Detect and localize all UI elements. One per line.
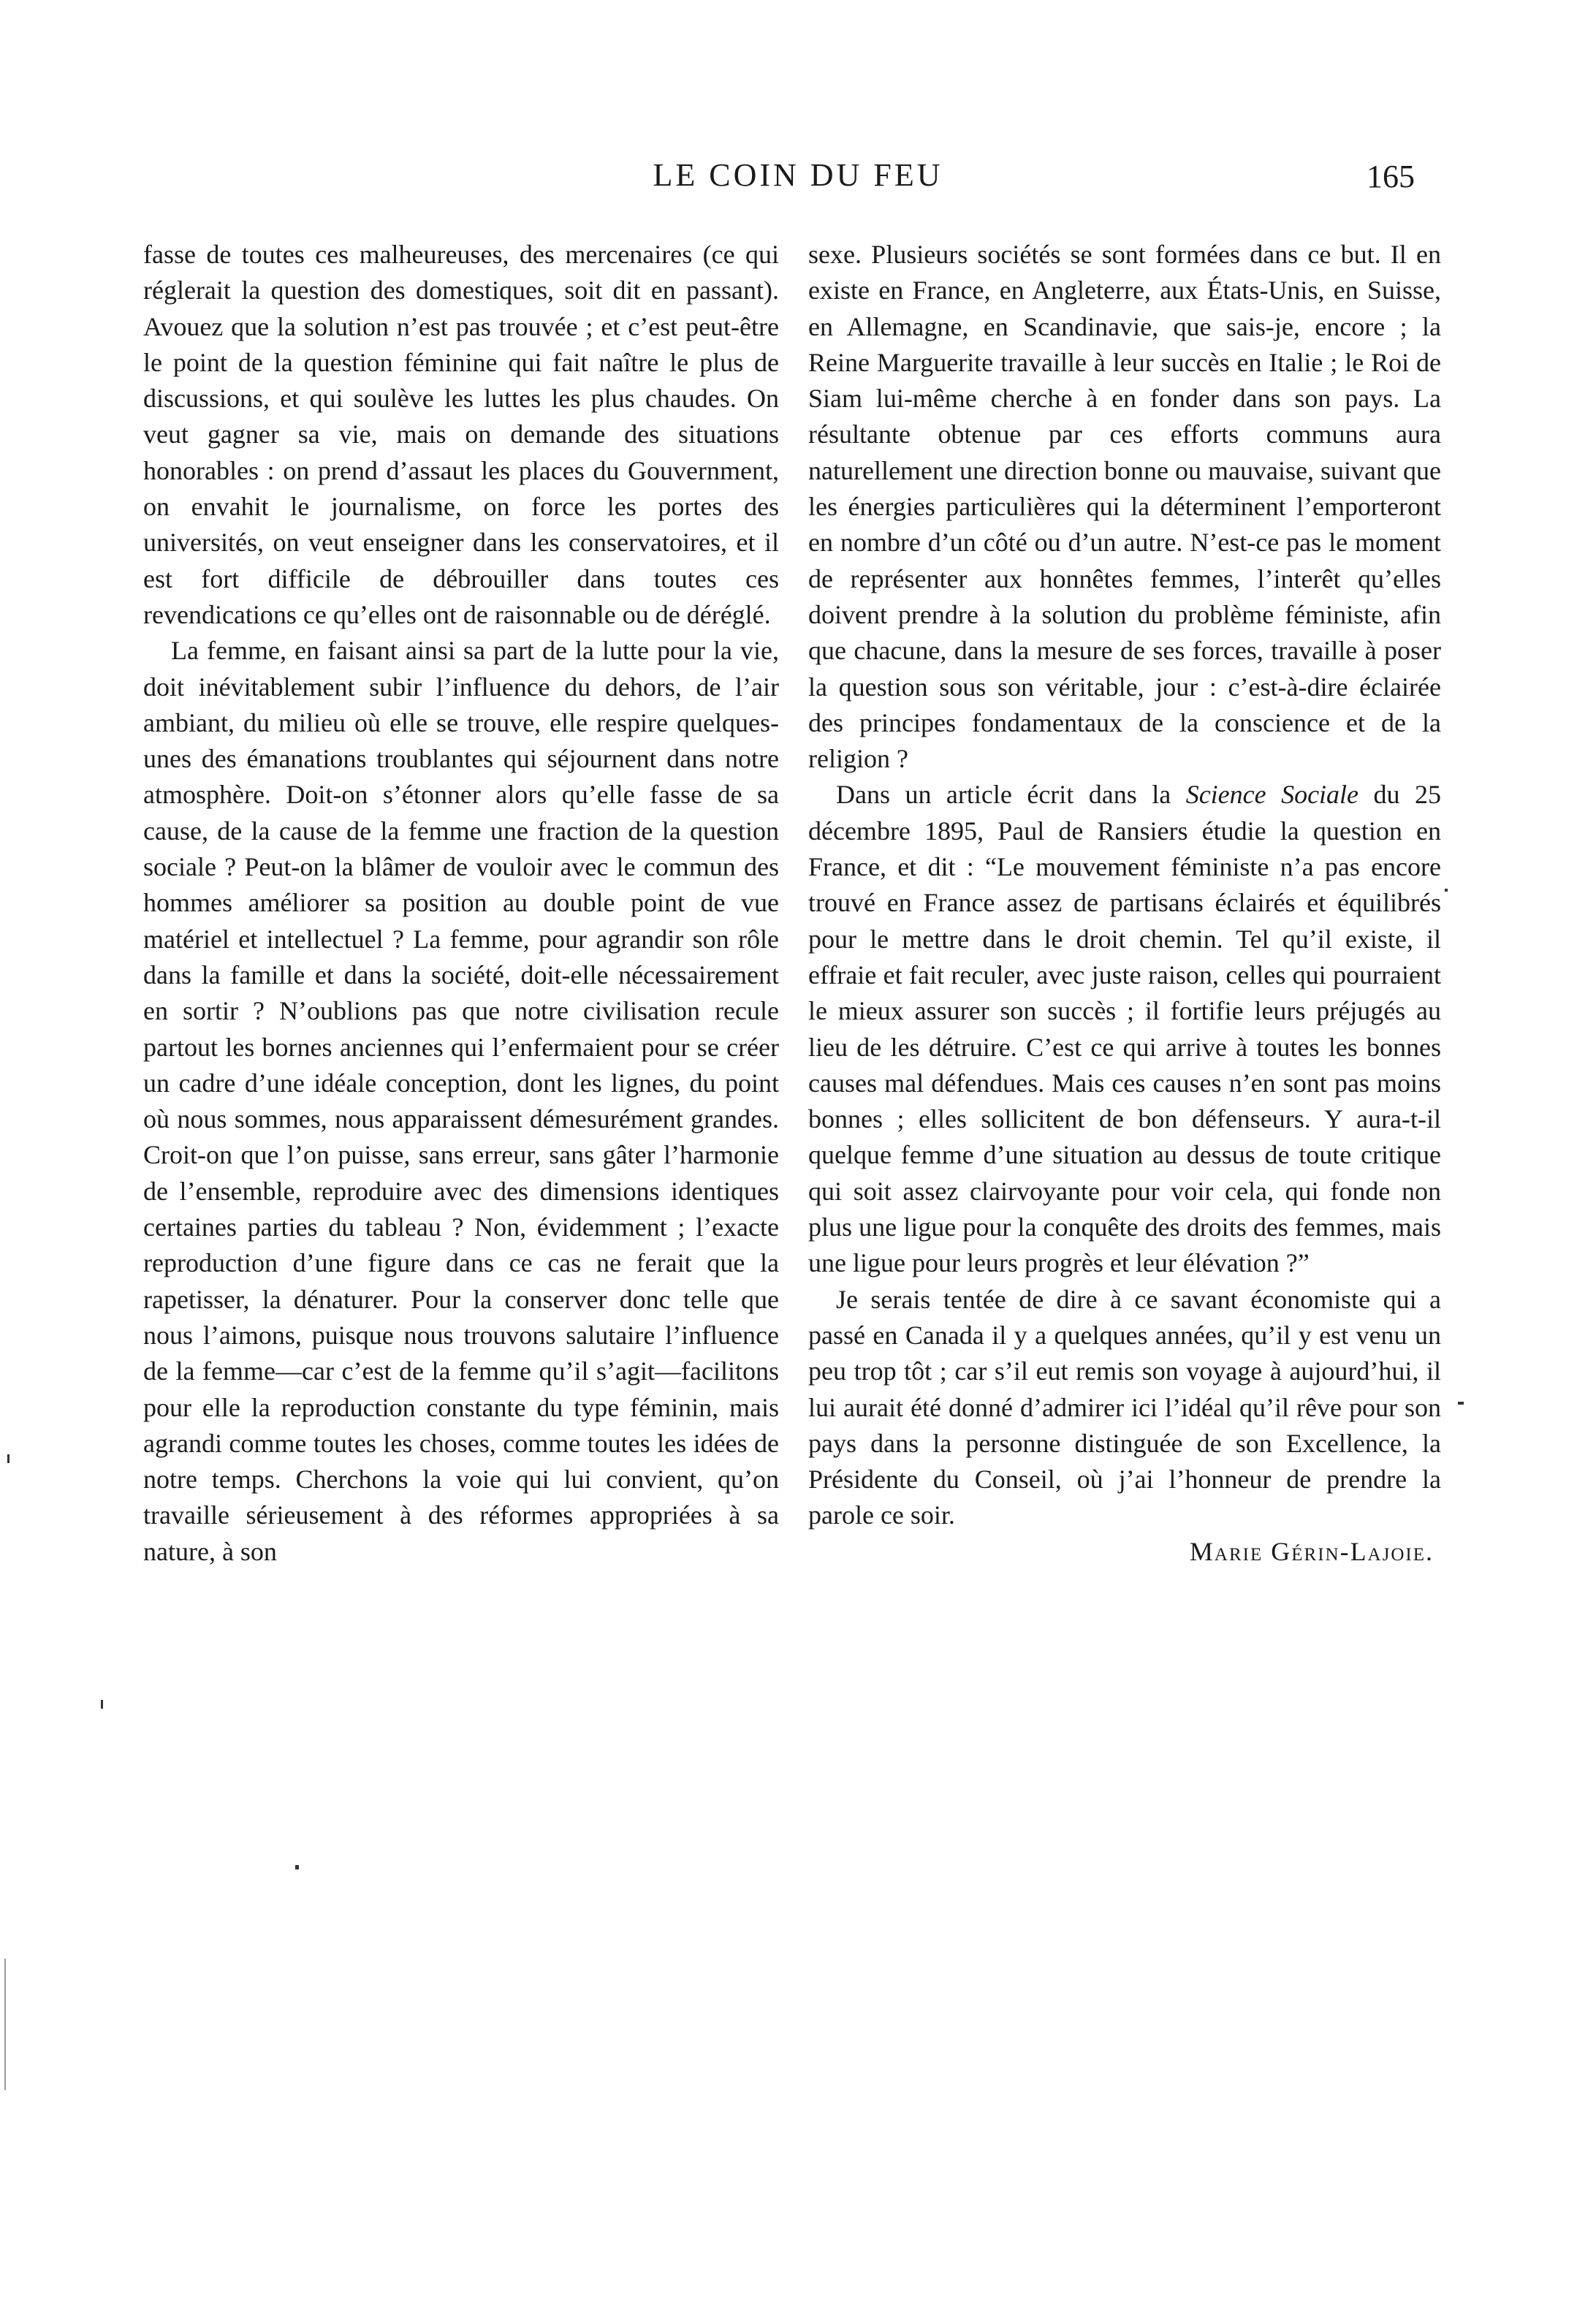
- citation-text-before: Dans un article écrit dans la: [836, 780, 1186, 810]
- paragraph: La femme, en faisant ainsi sa part de la lutte pour la vie, doit inévitablement subir l’influence du dehors, de l’air ambiant, du milieu où elle se trouve, elle respire quelques-unes des émanations troublantes qui séjournent dans notre atmosphère. Doit-on s’étonner alors qu’elle fasse de sa cause, de la cause de la femme une fraction de la question sociale ? Peut-on la blâmer de vouloir avec le commun des hommes améliorer sa position au double point de vue matériel et intellectuel ? La femme, pour agrandir son rôle dans la famille et dans la société, doit-elle nécessairement en sortir ? N’oublions pas que notre civilisation recule partout les bornes anciennes qui l’enfermaient pour se créer un cadre d’une idéale conception, dont les lignes, du point où nous sommes, nous apparaissent démesurément grandes. Croit-on que l’on puisse, sans erreur, sans gâter l’harmonie de l’ensemble, reproduire avec des dimensions identiques certaines parties du tableau ? Non, évidemment ; l’exacte reproduction d’une figure dans ce cas ne ferait que la rapetisser, la dénaturer. Pour la conserver donc telle que nous l’aimons, puisque nous trouvons salutaire l’influence de la femme—car c’est de la femme qu’il s’agit—facilitons pour elle la reproduction constante du type féminin, mais agrandi comme toutes les choses, comme toutes les idées de notre temps. Cherchons la voie qui lui convient, qu’on travaille sérieusement à des réformes appropriées à sa nature, à son: [143, 636, 779, 1566]
- scan-speck: [101, 1700, 103, 1709]
- left-column: [143, 237, 779, 1570]
- author-signature: Marie Gérin-Lajoie.: [1189, 1536, 1434, 1566]
- scan-speck: [7, 1454, 10, 1463]
- paragraph: fasse de toutes ces malheureuses, des mercenaires (ce qui réglerait la question des domestiques, soit dit en passant). Avouez que la solution n’est pas trouvée ; et c’est peut-être le point de la question féminine qui fait naître le plus de discussions, et qui soulève les luttes les plus chaudes. On veut gagner sa vie, mais on demande des situations honorables : on prend d’assaut les places du Gouvernment, on envahit le journalisme, on force les portes des universités, on veut enseigner dans les conservatoires, et il est fort difficile de débrouiller dans toutes ces revendications ce qu’elles ont de raisonnable ou de déréglé.: [143, 240, 779, 629]
- running-title: LE COIN DU FEU: [653, 157, 943, 193]
- journal-title: Science Sociale: [1185, 780, 1359, 810]
- page-number: 165: [1367, 159, 1415, 194]
- scan-speck: [4, 1959, 6, 2090]
- paragraph: Je serais tentée de dire à ce savant économiste qui a passé en Canada il y a quelques années, qu’il y est venu un peu trop tôt ; car s’il eut remis son voyage à aujourd’hui, il lui aurait été donné d’admirer ici l’idéal qu’il rêve pour son pays dans la personne distinguée de son Excellence, la Présidente du Conseil, où j’ai l’honneur de prendre la parole ce soir.: [808, 1284, 1441, 1530]
- citation-text-after: du 25 décembre 1895, Paul de Ransiers étudie la question en France, et dit : “Le mouvement féministe n’a pas encore trouvé en France assez de partisans éclairés et équilibrés pour le mettre dans le droit chemin. Tel qu’il existe, il effraie et fait reculer, avec juste raison, celles qui pourraient le mieux assurer son succès ; il fortifie leurs préjugés au lieu de les détruire. C’est ce qui arrive à toutes les bonnes causes mal défendues. Mais ces causes n’en sont pas moins bonnes ; elles sollicitent de bon défenseurs. Y aura-t-il quelque femme d’une situation au dessus de toute critique qui soit assez clairvoyante pour voir cela, qui fonde non plus une ligue pour la conquête des droits des femmes, mais une ligue pour leurs progrès et leur élévation ?”: [808, 780, 1441, 1278]
- scan-speck: [1445, 889, 1448, 892]
- scan-speck: [295, 1865, 299, 1869]
- right-column: [808, 237, 1441, 1570]
- paragraph: sexe. Plusieurs sociétés se sont formées dans ce but. Il en existe en France, en Angleterre, aux États-Unis, en Suisse, en Allemagne, en Scandinavie, que sais-je, encore ; la Reine Marguerite travaille à leur succès en Italie ; le Roi de Siam lui-même cherche à en fonder dans son pays. La résultante obtenue par ces efforts communs aura naturellement une direction bonne ou mauvaise, suivant que les énergies particulières qui la déterminent l’emporteront en nombre d’un côté ou d’un autre. N’est-ce pas le moment de représenter aux honnêtes femmes, l’interêt qu’elles doivent prendre à la solution du problème féministe, afin que chacune, dans la mesure de ses forces, travaille à poser la question sous son véritable, jour : c’est-à-dire éclairée des principes fondamentaux de la conscience et de la religion ?: [808, 240, 1441, 774]
- paragraph-citation: [808, 777, 1441, 1281]
- scan-speck: [1458, 1402, 1464, 1405]
